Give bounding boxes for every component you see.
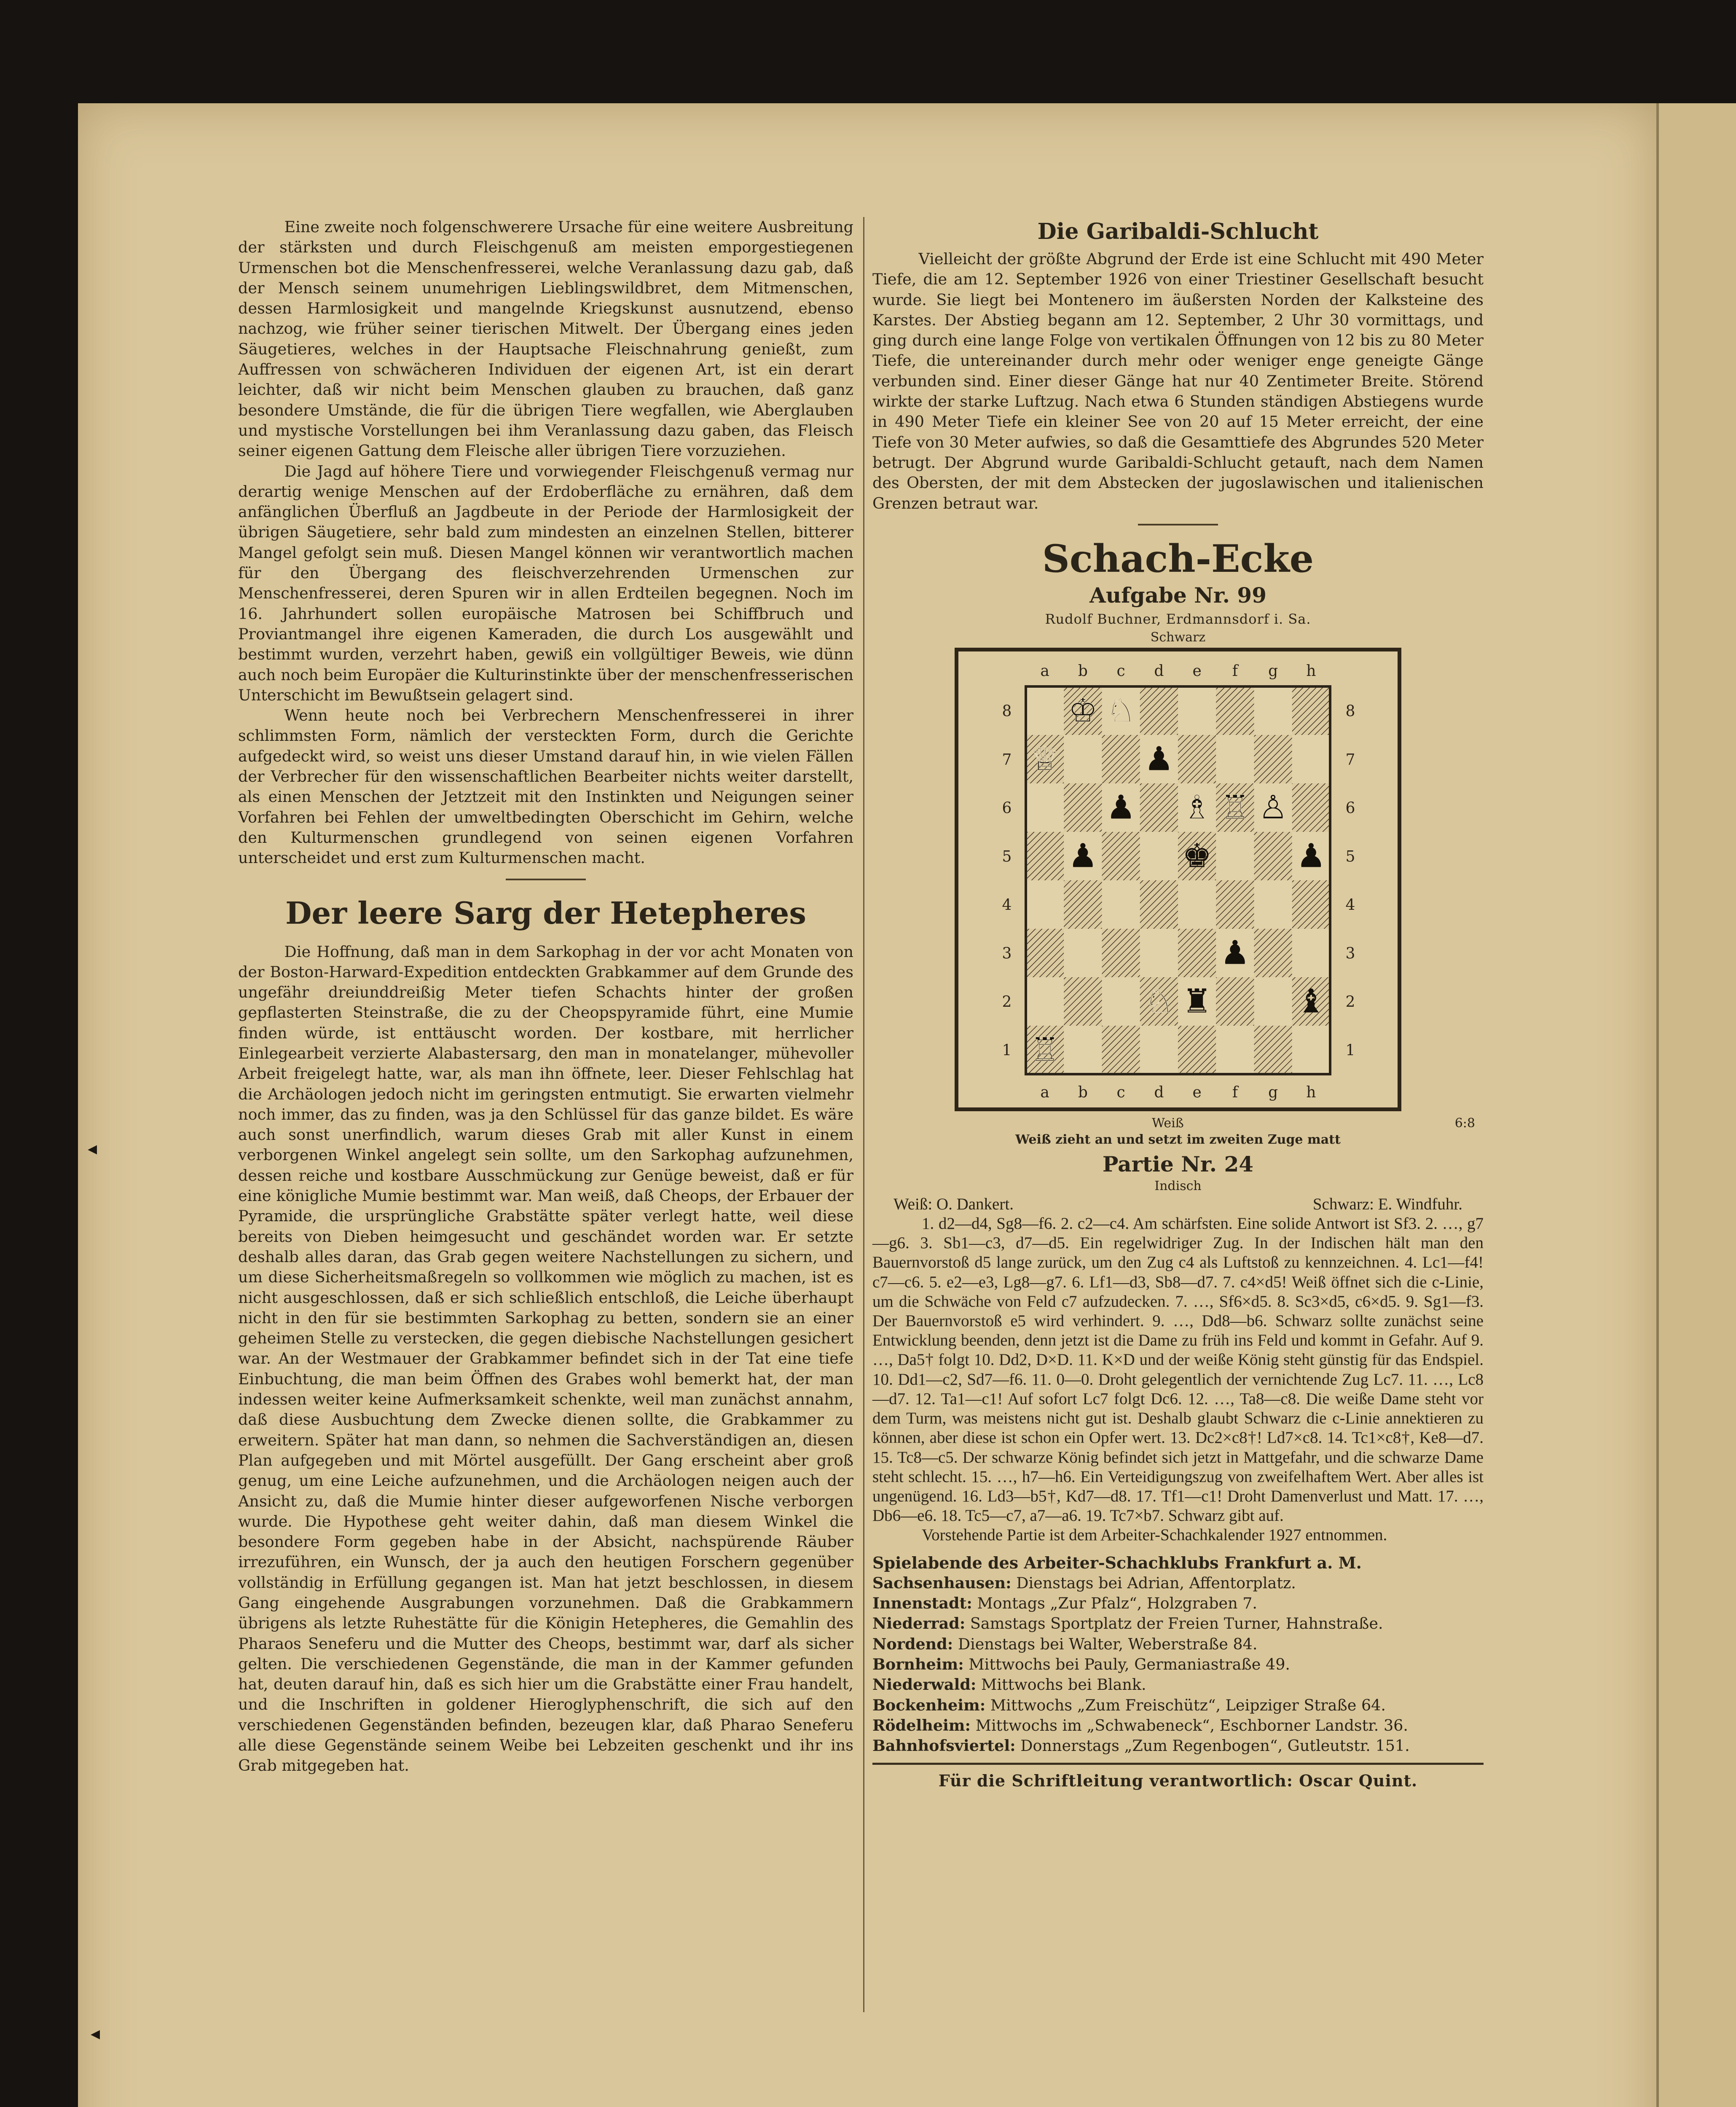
game-source: Vorstehende Partie ist dem Arbeiter-Schachkalender 1927 entnommen. [922, 1526, 1387, 1544]
light-square [1026, 686, 1064, 735]
light-square [1102, 977, 1140, 1026]
file-label: a [1040, 662, 1049, 680]
dark-square [1254, 929, 1292, 977]
chess-piece-f6: ♖ [1220, 788, 1250, 827]
chess-piece-f3: ♟ [1220, 934, 1250, 972]
article1-paragraph: Die Jagd auf höhere Tiere und vorwiegender Fleischgenuß vermag nur derartig wenige Menschen auf der Erdoberfläche zu ernähren, daß dem anfänglichen Überfluß an Jagdbeute in der Periode der Harmlosigkeit der übrigen Säugetiere, sehr bald zum mindesten an einzelnen Stellen, bitterer Mangel gefolgt sein muß. Diesen Mangel können wir verantwortlich machen für den Übergang des fleischverzehrenden Urmenschen zur Menschenfresserei, deren Spuren wir in allen Erdteilen begegnen. Noch im 16. Jahrhundert sollen europäische Matrosen bei Schiffbruch und Proviantmangel ihre eigenen Kameraden, die durch Los ausgewählt und bestimmt wurden, verzehrt haben, gewiß ein vollgültiger Beweis, wie dünn auch noch beim Europäer die Kulturinstinkte über der menschenfresserischen Unterschicht im Bewußtsein gelagert sind. [238, 462, 853, 704]
club-entry [872, 1736, 1484, 1756]
problem-caption: Weiß zieht an und setzt im zweiten Zuge matt [1015, 1132, 1341, 1147]
file-label: d [1154, 1083, 1164, 1101]
light-square [1254, 686, 1292, 735]
chess-section-title: Schach-Ecke [1042, 536, 1314, 581]
chess-piece-g6: ♙ [1258, 788, 1288, 827]
club-entry [872, 1716, 1484, 1736]
rank-label: 8 [1002, 702, 1012, 720]
rank-label: 1 [1002, 1042, 1012, 1059]
dark-square [1064, 783, 1102, 832]
light-square [1140, 929, 1178, 977]
board-top-label: Schwarz [1150, 630, 1206, 645]
light-square [1178, 880, 1216, 929]
dark-square [1140, 783, 1178, 832]
chess-piece-b5: ♟ [1068, 837, 1098, 875]
light-square [1026, 783, 1064, 832]
rank-label: 7 [1002, 751, 1012, 769]
light-square [1216, 1026, 1254, 1074]
clubs-title: Spielabende des Arbeiter-Schachklubs Frankfurt a. M. [872, 1553, 1362, 1572]
file-label: c [1116, 662, 1125, 680]
club-district: Bornheim: [872, 1655, 964, 1673]
dark-square [1254, 1026, 1292, 1074]
light-square [1140, 832, 1178, 880]
chess-piece-d7: ♟ [1144, 740, 1174, 778]
club-detail: Mittwochs im „Schwabeneck“, Eschborner Landstr. 36. [975, 1716, 1408, 1734]
club-entry [872, 1675, 1484, 1695]
club-district: Niederrad: [872, 1614, 966, 1633]
light-square [1140, 1026, 1178, 1074]
club-district: Bahnhofsviertel: [872, 1737, 1016, 1755]
dark-square [1254, 832, 1292, 880]
rank-label: 6 [1002, 799, 1012, 817]
rank-label: 7 [1345, 751, 1355, 769]
left-column [238, 217, 853, 1776]
club-entry [872, 1614, 1484, 1634]
dark-square [1254, 735, 1292, 783]
club-district: Bockenheim: [872, 1696, 986, 1714]
rank-label: 4 [1002, 896, 1012, 914]
light-square [1064, 929, 1102, 977]
dark-square [1140, 686, 1178, 735]
white-player: Weiß: O. Dankert. [893, 1195, 1014, 1213]
chess-piece-e2: ♜ [1182, 982, 1212, 1021]
club-district: Sachsenhausen: [872, 1574, 1012, 1592]
club-detail: Dienstags bei Walter, Weberstraße 84. [958, 1635, 1258, 1653]
club-entry [872, 1593, 1484, 1614]
dark-square [1064, 880, 1102, 929]
club-detail: Samstags Sportplatz der Freien Turner, Hahnstraße. [970, 1614, 1383, 1633]
club-detail: Mittwochs bei Pauly, Germaniastraße 49. [969, 1655, 1291, 1673]
dark-square [1216, 977, 1254, 1026]
light-square [1254, 977, 1292, 1026]
dark-square [1178, 735, 1216, 783]
file-label: f [1232, 662, 1238, 680]
chess-piece-c6: ♟ [1106, 788, 1136, 827]
black-player: Schwarz: E. Windfuhr. [1312, 1195, 1462, 1213]
chess-piece-d2: ♘ [1144, 982, 1174, 1021]
file-label: g [1268, 1083, 1278, 1101]
file-label: g [1268, 662, 1278, 680]
dark-square [1216, 686, 1254, 735]
dark-square [1064, 977, 1102, 1026]
chess-piece-c8: ♘ [1106, 692, 1136, 730]
chess-piece-a1: ♖ [1030, 1031, 1060, 1069]
footer-rule [872, 1763, 1484, 1765]
piece-count-label: 6:8 [1454, 1115, 1475, 1131]
clubs-list [872, 1573, 1484, 1756]
light-square [1216, 832, 1254, 880]
light-square [1064, 735, 1102, 783]
dark-square [1026, 929, 1064, 977]
rank-label: 1 [1345, 1042, 1355, 1059]
file-label: c [1116, 1083, 1125, 1101]
light-square [1254, 880, 1292, 929]
column-divider [863, 217, 864, 2012]
game-title: Partie Nr. 24 [1102, 1151, 1254, 1177]
separator-rule [1138, 524, 1218, 525]
rank-label: 4 [1345, 896, 1355, 914]
dark-square [1102, 735, 1140, 783]
chess-piece-h2: ♝ [1296, 982, 1326, 1021]
article2-paragraph: Die Hoffnung, daß man in dem Sarkophag in der vor acht Monaten von der Boston-Harward-Expedition entdeckten Grabkammer auf dem Grunde des ungefähr dreiunddreißig Meter tiefen Schachts hinter der großen gepflasterten Steinstraße, die zu der Cheopspyramide führt, eine Mumie finden würde, ist enttäuscht worden. Der kostbare, mit herrlicher Einlegearbeit verzierte Alabastersarg, den man in monatelanger, mühevoller Arbeit freigelegt hatte, war, als man ihn öffnete, leer. Dieser Fehlschlag hat die Archäologen jedoch nicht im geringsten entmutigt. Sie erwarten vielmehr noch immer, das zu finden, was ja den Schlüssel für das ganze bildet. Es wäre auch sonst unerfindlich, warum dieses Grab mit aller Kunst in einem verborgenen Winkel angelegt sein sollte, um den Sarkophag aufzunehmen, dessen reiche und kostbare Ausschmückung zur Genüge beweist, daß er für eine königliche Mumie bestimmt war. Man weiß, daß Cheops, der Erbauer der Pyramide, die ursprüngliche Grabstätte später verlegt hatte, weil diese bereits von Dieben heimgesucht und geschändet worden war. Er setzte deshalb alles daran, das Grab gegen weitere Nachstellungen zu sichern, und um diese Sicherheitsmaßregeln so vollkommen wie möglich zu machen, ist es nicht ausgeschlossen, daß er sich schließlich entschloß, die Leiche überhaupt nicht in den für sie bestimmten Sarkophag zu betten, sondern sie an einer geheimen Stelle zu verstecken, die gegen diebische Nachstellungen gesichert war. An der Westmauer der Grabkammer befindet sich in der Tat eine tiefe Einbuchtung, die man beim Öffnen des Grabes wohl bemerkt hat, der man indessen weiter keine Aufmerksamkeit schenkte, weil man zunächst annahm, daß diese Ausbuchtung dem Zwecke dienen sollte, die Grabkammer zu erweitern. Später hat man dann, so nehmen die Sachverständigen an, diesen Plan aufgegeben und mit Mörtel ausgefüllt. Der Gang erscheint aber groß genug, um eine Leiche aufzunehmen, und die Archäologen neigen auch der Ansicht zu, daß die Mumie hinter dieser aufgeworfenen Nische verborgen wurde. Die Hypothese geht weiter dahin, daß man diesem Winkel die besondere Form gegeben habe in der Absicht, nachspürende Räuber irrezuführen, ein Wunsch, der ja auch den heutigen Forschern gegenüber vollständig in Erfüllung gegangen ist. Man hat jetzt beschlossen, in diesem Gang eingehende Ausgrabungen vorzunehmen. Daß die Grabkammern übrigens als letzte Ruhestätte für die Königin Hetepheres, die Gemahlin des Pharaos Seneferu und die Mutter des Cheops, bestimmt war, darf als sicher gelten. Die verschiedenen Gegenstände, die man in der Kammer gefunden hat, deuten darauf hin, daß es sich hier um die Grabstätte einer Frau handelt, und die Inschriften in goldener Hieroglyphenschrift, die sich auf den verschiedenen Gegenständen befinden, bezeugen klar, daß Pharao Seneferu alle diese Gegenstände seinem Weibe bei Lebzeiten geschenkt und ihr ins Grab mitgegeben hat. [238, 942, 853, 1775]
chess-piece-b8: ♔ [1068, 692, 1098, 730]
problem-author: Rudolf Buchner, Erdmannsdorf i. Sa. [1045, 611, 1311, 627]
chess-piece-a7: ♕ [1030, 740, 1060, 778]
dark-square [1178, 1026, 1216, 1074]
file-label: b [1078, 1083, 1088, 1101]
game-players [872, 1195, 1484, 1214]
file-label: e [1192, 662, 1202, 680]
file-label: f [1232, 1083, 1238, 1101]
article3-paragraph: Vielleicht der größte Abgrund der Erde ist eine Schlucht mit 490 Meter Tiefe, die am 12. September 1926 von einer Triestiner Gesellschaft besucht wurde. Sie liegt bei Montenero im äußersten Norden der Kalksteine des Karstes. Der Abstieg begann am 12. September, 2 Uhr 30 vormittags, und ging durch eine lange Folge von vertikalen Öffnungen von 12 bis zu 80 Meter Tiefe, die untereinander durch mehr oder weniger enge geneigte Gänge verbunden sind. Einer dieser Gänge hat nur 40 Zentimeter Breite. Störend wirkte der starke Luftzug. Nach etwa 6 Stunden ständigen Abstiegens wurde in 490 Meter Tiefe ein kleiner See von 20 auf 15 Meter erreicht, der eine Tiefe von 30 Meter aufwies, so daß die Gesamttiefe des Abgrundes 520 Meter betrugt. Der Abgrund wurde Garibaldi-Schlucht getauft, nach dem Namen des Obersten, der mit dem Abstecken der jugoslawischen und italienischen Grenzen betraut war. [872, 250, 1484, 512]
game-subtitle: Indisch [1154, 1178, 1202, 1193]
file-label: d [1154, 662, 1164, 680]
club-detail: Dienstags bei Adrian, Affentorplatz. [1016, 1574, 1296, 1592]
article2-title: Der leere Sarg der Hetepheres [285, 895, 806, 931]
club-entry [872, 1634, 1484, 1654]
board-bottom-label: Weiß [1151, 1115, 1184, 1131]
dark-square [1102, 832, 1140, 880]
dark-square [1026, 832, 1064, 880]
file-label: e [1192, 1083, 1202, 1101]
dark-square [1292, 783, 1330, 832]
article1-paragraph: Eine zweite noch folgenschwerere Ursache für eine weitere Ausbreitung der stärksten und durch Fleischgenuß am meisten emporgestiegenen Urmenschen bot die Menschenfresserei, welche Veranlassung dazu gab, daß der Mensch seinem unumehrigen Lieblingswildbret, dem Mitmenschen, dessen Harmlosigkeit und mangelnde Kriegskunst ausnutzend, ebenso nachzog, wie früher seiner tierischen Mitwelt. Der Übergang eines jeden Säugetieres, welches in der Hauptsache Fleischnahrung genießt, zum Auffressen von schwächeren Individuen der eigenen Art, ist ein derart leichter, daß wir nicht beim Menschen glauben zu brauchen, daß ganz besondere Umstände, die für die übrigen Tiere wegfallen, wie Aberglauben und mystische Vorstellungen bei ihm Veranlassung dazu gaben, das Fleisch seiner eigenen Gattung dem Fleische aller übrigen Tiere vorzuziehen. [238, 218, 853, 460]
rank-label: 2 [1002, 993, 1012, 1011]
light-square [1292, 735, 1330, 783]
file-label: h [1306, 662, 1316, 680]
file-label: b [1078, 662, 1088, 680]
rank-label: 6 [1345, 799, 1355, 817]
rank-label: 5 [1002, 848, 1012, 866]
article1-paragraph: Wenn heute noch bei Verbrechern Menschenfresserei in ihrer schlimmsten Form, nämlich der versteckten Form, durch die Gerichte aufgedeckt wird, so weist uns dieser Umstand darauf hin, in wie vielen Fällen der Verbrecher für den wissenschaftlichen Bearbeiter nichts weiter darstellt, als einen Menschen der Jetztzeit mit den Instinkten und Neigungen seiner Vorfahren bei Fehlen der umweltbedingten Oberschicht im Gehirn, welche den Kulturmenschen grundlegend von seinen eigenen Vorfahren unterscheidet und erst zum Kulturmenschen macht. [238, 706, 853, 867]
club-entry [872, 1654, 1484, 1675]
file-label: h [1306, 1083, 1316, 1101]
chess-diagram [955, 648, 1401, 1111]
club-detail: Donnerstags „Zum Regenbogen“, Gutleutstr. 151. [1020, 1737, 1410, 1755]
light-square [1026, 880, 1064, 929]
club-detail: Montags „Zur Pfalz“, Holzgraben 7. [977, 1594, 1258, 1613]
club-entry [872, 1695, 1484, 1716]
footer-credit: Für die Schriftleitung verantwortlich: Oscar Quint. [938, 1771, 1418, 1791]
file-label: a [1040, 1083, 1049, 1101]
dark-square [1140, 880, 1178, 929]
dark-square [1102, 1026, 1140, 1074]
separator-rule [506, 879, 586, 880]
margin-mark: ◂ [91, 2023, 100, 2044]
dark-square [1292, 880, 1330, 929]
rank-label: 2 [1345, 993, 1355, 1011]
light-square [1026, 977, 1064, 1026]
club-district: Rödelheim: [872, 1716, 971, 1734]
light-square [1178, 686, 1216, 735]
rank-label: 3 [1002, 945, 1012, 962]
light-square [1292, 1026, 1330, 1074]
light-square [1292, 929, 1330, 977]
rank-label: 8 [1345, 702, 1355, 720]
margin-mark: ◂ [88, 1138, 97, 1159]
light-square [1064, 1026, 1102, 1074]
chess-board [958, 651, 1398, 1107]
rank-label: 3 [1345, 945, 1355, 962]
chess-piece-e5: ♚ [1182, 837, 1212, 875]
light-square [1102, 880, 1140, 929]
chess-piece-h5: ♟ [1296, 837, 1326, 875]
rank-label: 5 [1345, 848, 1355, 866]
dark-square [1292, 686, 1330, 735]
club-detail: Mittwochs bei Blank. [981, 1675, 1146, 1694]
problem-title: Aufgabe Nr. 99 [1089, 582, 1267, 608]
article3-title: Die Garibaldi-Schlucht [1037, 219, 1319, 244]
club-entry [872, 1573, 1484, 1593]
adjacent-page-edge [1656, 103, 1736, 2107]
dark-square [1216, 880, 1254, 929]
dark-square [1178, 929, 1216, 977]
club-district: Nordend: [872, 1635, 953, 1653]
game-notation: 1. d2—d4, Sg8—f6. 2. c2—c4. Am schärfsten. Eine solide Antwort ist Sf3. 2. …, g7—g6. 3. Sb1—c3, d7—d5. Ein regelwidriger Zug. In der Indischen hält man den Bauernvorstoß d5 lange zurück, um den Zug c4 als Luftstoß zu kennzeichnen. 4. Lc1—f4! c7—c6. 5. e2—e3, Lg8—g7. 6. Lf1—d3, Sb8—d7. 7. c4×d5! Weiß öffnet sich die c-Linie, um die Schwäche von Feld c7 aufzudecken. 7. …, Sf6×d5. 8. Sc3×d5, c6×d5. 9. Sg1—f3. Der Bauernvorstoß e5 wird verhindert. 9. …, Dd8—b6. Schwarz sollte zunächst seine Entwicklung beenden, denn jetzt ist die Dame zu früh ins Feld und kommt in Gefahr. Auf 9. …, Da5† folgt 10. Dd2, D×D. 11. K×D und der weiße König steht günstig für das Endspiel. 10. Dd1—c2, Sd7—f6. 11. 0—0. Droht gelegentlich der vernichtende Zug Lc7. 11. …, Lc8—d7. 12. Ta1—c1! Auf sofort Lc7 folgt Dc6. 12. …, Ta8—c8. Die weiße Dame steht vor dem Turm, was meistens nicht gut ist. Deshalb glaubt Schwarz die c-Linie annektieren zu können, aber diese ist schon ein Opfer wert. 13. Dc2×c8†! Ld7×c8. 14. Tc1×c8†, Ke8—d7. 15. Tc8—c5. Der schwarze König befindet sich jetzt in Mattgefahr, und die schwarze Dame steht schlecht. 15. …, h7—h6. Ein Verteidigungszug von zweifelhaftem Wert. Aber alles ist ungenügend. 16. Ld3—b5†, Kd7—d8. 17. Tf1—c1! Droht Damenverlust und Matt. 17. …, Db6—e6. 18. Tc5—c7, a7—a6. 19. Tc7×b7. Schwarz gibt auf. [872, 1214, 1484, 1525]
light-square [1216, 735, 1254, 783]
club-detail: Mittwochs „Zum Freischütz“, Leipziger Straße 64. [990, 1696, 1386, 1714]
right-column [872, 217, 1484, 1791]
club-district: Innenstadt: [872, 1594, 972, 1613]
chess-piece-e6: ♗ [1182, 788, 1212, 827]
dark-square [1102, 929, 1140, 977]
club-district: Niederwald: [872, 1675, 977, 1694]
